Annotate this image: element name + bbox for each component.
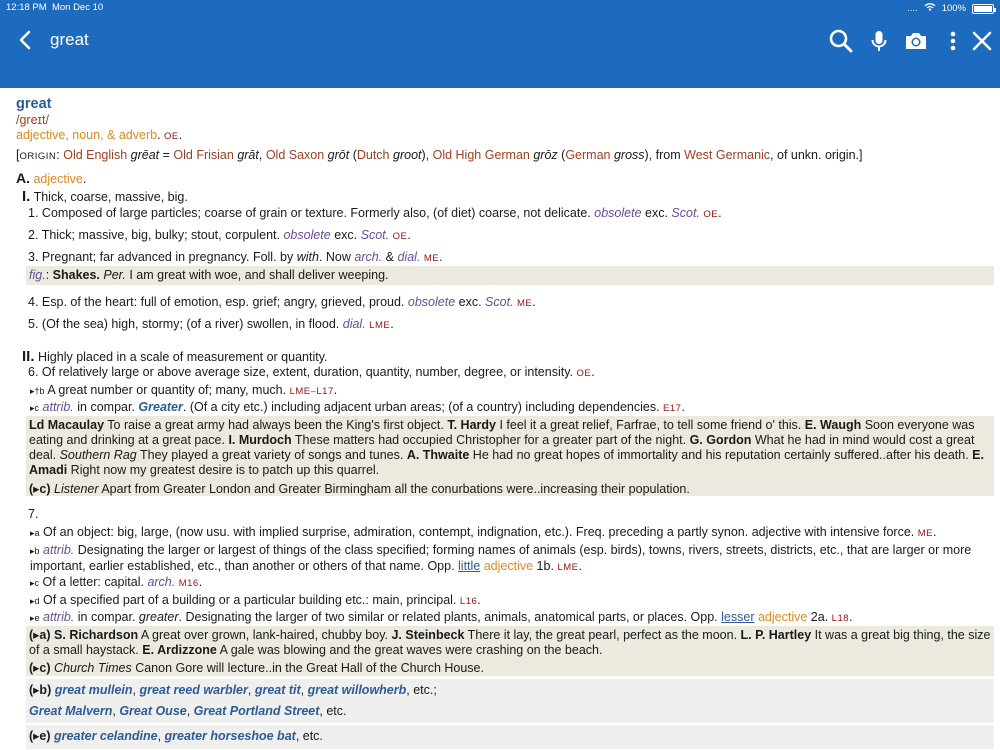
sense-7d: ▸d Of a specified part of a building or a particular building etc.: main, principal. L16. — [30, 593, 481, 607]
sense-text: in compar. — [73, 400, 139, 414]
origin-text: ), from — [644, 148, 685, 162]
part-of-speech: adjective, noun, & adverb. OE. — [16, 128, 183, 142]
status-right — [907, 2, 994, 16]
sense-6c: ▸c attrib. in compar. Greater. (Of a city etc.) including adjacent urban areas; (of a country) including dependencies. E17. — [30, 400, 685, 414]
sense-text: 1b. — [533, 559, 554, 573]
signal-icon: .... — [907, 3, 918, 15]
cross-reference-link[interactable]: little — [458, 559, 481, 573]
example-compound: Great Ouse — [119, 704, 187, 718]
period-label: E17 — [663, 403, 682, 414]
sense-2: 2. Thick; massive, big, bulky; stout, corpulent. obsolete exc. Scot. OE. — [28, 228, 411, 242]
sense-text: Of a letter: capital. — [39, 575, 144, 589]
usage-label: attrib. — [43, 543, 75, 557]
example-compound: Great Malvern — [29, 704, 113, 718]
period-label: ME — [517, 298, 533, 309]
period-label: L18 — [831, 613, 850, 624]
example-compound: greater horseshoe bat — [164, 729, 296, 743]
example-text: , etc. — [319, 704, 347, 718]
period-label: M16 — [178, 578, 199, 589]
origin-label: ORIGIN — [19, 151, 57, 162]
subsense-marker: ▸†b — [30, 386, 45, 396]
more-vertical-icon — [938, 26, 968, 56]
origin-lang: Old Frisian — [173, 148, 234, 162]
subsense-marker: (▸a) — [29, 628, 51, 642]
example-compound: Great Portland Street — [193, 704, 320, 718]
sense-6: 6. Of relatively large or above average size, extent, duration, quantity, number, degree, or intensity. OE. — [28, 365, 595, 379]
section-label: adjective — [33, 172, 83, 186]
quote-author: Shakes. — [52, 268, 100, 282]
sense-text: . Designating the larger of two similar or related plants, animals, anatomical parts, or places. Opp. — [178, 610, 722, 624]
search-query[interactable]: great — [50, 30, 89, 49]
usage-label: obsolete — [283, 228, 331, 242]
sense-text: A great number or quantity of; many, much. — [44, 383, 287, 397]
example-compound: great tit — [254, 683, 301, 697]
example-text: , etc. — [295, 729, 323, 743]
period-label: ME — [917, 528, 934, 539]
period-label: OE — [703, 209, 719, 220]
example-compound: great mullein — [54, 683, 133, 697]
sense-text: Thick; massive, big, bulky; stout, corpulent. — [41, 228, 280, 242]
example-block-7b: (▸b) great mullein, great reed warbler, great tit, great willowherb, etc.; Great Malvern, Great Ouse, Great Portland Street, etc. — [26, 679, 994, 723]
usage-label: arch. — [354, 250, 383, 264]
camera-search-button[interactable] — [901, 26, 931, 56]
sense-text: Of a specified part of a building or a particular building etc.: main, principal. — [39, 593, 457, 607]
search-icon — [826, 26, 856, 56]
usage-label: Scot. — [485, 295, 514, 309]
subsense-marker: ▸c — [30, 403, 40, 413]
pos-period: OE — [164, 131, 179, 142]
close-icon — [967, 26, 997, 56]
sense-3: 3. Pregnant; far advanced in pregnancy. Foll. by with. Now arch. & dial. ME. — [28, 250, 443, 264]
quote-author: E. Amadi — [29, 448, 984, 477]
section-letter: A. — [16, 170, 30, 186]
origin-form: grōt — [327, 148, 350, 162]
sense-numeral: II. — [22, 348, 35, 365]
quote-work: Per. — [103, 268, 126, 282]
quote-text: A gale was blowing and the great waves were crashing on the beach. — [216, 643, 603, 657]
sense-text: Of an object: big, large, (now usu. with implied surprise, admiration, contempt, indignation, etc.). Freq. preceding a partly synon. adjective with intensive force. — [39, 525, 915, 539]
origin-lang: Old High German — [432, 148, 530, 162]
period-label: OE — [392, 231, 408, 242]
usage-label: dial. — [342, 317, 366, 331]
example-text: , etc.; — [406, 683, 437, 697]
chevron-left-icon — [12, 26, 40, 54]
sense-7a: ▸a Of an object: big, large, (now usu. with implied surprise, admiration, contempt, indignation, etc.). Freq. preceding a partly synon. adjective with intensive force. ME. — [30, 525, 937, 539]
quote-author: I. Murdoch — [228, 433, 292, 447]
period-label: L16 — [459, 596, 478, 607]
sense-number: 3. — [28, 250, 39, 264]
period-label: LME — [557, 562, 579, 573]
sense-number: 7. — [28, 507, 39, 521]
quote-author: S. Richardson — [54, 628, 139, 642]
quote-text: I feel it a great relief, Farfrae, to tell some friend o' this. — [495, 418, 805, 432]
quote-text: Right now my greatest desire is to patch up this quarrel. — [67, 463, 380, 477]
subsense-marker: ▸e — [30, 613, 40, 623]
subsense-marker: ▸c — [30, 578, 40, 588]
quote-work: Listener — [54, 482, 99, 496]
sense-numeral: I. — [22, 188, 31, 205]
quote-text: To raise a great army had always been the King's first object. — [104, 418, 448, 432]
sense-4: 4. Esp. of the heart: full of emotion, esp. grief; angry, grieved, proud. obsolete exc. Scot. ME. — [28, 295, 536, 309]
quote-text: : — [45, 268, 53, 282]
sense-text: Of relatively large or above average size, extent, duration, quantity, number, degree, or intensity. — [41, 365, 574, 379]
close-button[interactable] — [967, 26, 997, 56]
headword-form: greater — [138, 610, 179, 624]
quotation-block — [26, 626, 994, 676]
sense-number: 4. — [28, 295, 39, 309]
headword-form: Greater — [138, 400, 183, 414]
sense-text: Pregnant; far advanced in pregnancy. Foll. by — [41, 250, 297, 264]
quote-author: G. Gordon — [689, 433, 752, 447]
sense-5: 5. (Of the sea) high, stormy; (of a river) swollen, in flood. dial. LME. — [28, 317, 394, 331]
usage-label: obsolete — [407, 295, 456, 309]
headword: great — [16, 96, 52, 112]
more-options-button[interactable] — [938, 26, 968, 56]
subsense-marker: (▸b) — [29, 683, 52, 697]
sense-text: Highly placed in a scale of measurement or quantity. — [38, 350, 328, 364]
period-label: LME–L17 — [289, 386, 334, 397]
status-time-date — [6, 2, 103, 13]
quote-author: T. Hardy — [447, 418, 496, 432]
origin-form: grēat — [130, 148, 160, 162]
origin-lang: German — [565, 148, 611, 162]
quote-text: He had no great hopes of immortality and his reputation certainly suffered..after his death. — [469, 448, 973, 462]
pronunciation: /greɪt/ — [16, 113, 49, 127]
sense-text: (Of the sea) high, stormy; (of a river) swollen, in flood. — [41, 317, 340, 331]
subsense-marker: ▸d — [30, 596, 40, 606]
example-compound: great reed warbler — [139, 683, 248, 697]
sense-text: . Now — [318, 250, 355, 264]
usage-label: Scot. — [671, 206, 700, 220]
sense-text: exc. — [641, 206, 672, 220]
usage-label: attrib. — [42, 400, 74, 414]
sense-number: 2. — [28, 228, 39, 242]
subsense-marker: ▸a — [30, 528, 40, 538]
sense-text: Composed of large particles; coarse of grain or texture. Formerly also, (of diet) coarse, not delicate. — [41, 206, 591, 220]
camera-icon — [901, 26, 931, 56]
sense-1: 1. Composed of large particles; coarse of grain or texture. Formerly also, (of diet) coarse, not delicate. obsolete exc. Scot. OE. — [28, 206, 722, 220]
origin-lang: Dutch — [356, 148, 390, 162]
sense-group-i — [22, 188, 990, 206]
battery-icon — [972, 4, 994, 14]
quote-author: E. Ardizzone — [142, 643, 217, 657]
subsense-marker: (▸e) — [29, 729, 51, 743]
status-time: 12:18 PM — [6, 2, 47, 13]
quote-author: L. P. Hartley — [740, 628, 812, 642]
origin-form: grōz — [533, 148, 558, 162]
quote-work: Southern Rag — [59, 448, 137, 462]
etymology: [ORIGIN: Old English grēat = Old Frisian grāt, Old Saxon grōt (Dutch groot), Old High German grōz (German gross), from West Germanic, of unkn. origin.] — [16, 148, 863, 162]
period-label: OE — [576, 368, 592, 379]
search-button[interactable] — [826, 26, 856, 56]
usage-label: fig. — [29, 268, 46, 282]
back-button[interactable] — [12, 26, 40, 54]
quote-text: There it lay, the great pearl, perfect as the moon. — [464, 628, 741, 642]
quote-text: What he had in mind would cost a great deal. — [29, 433, 975, 462]
example-block-7e: (▸e) greater celandine, greater horseshoe bat, etc. — [26, 725, 994, 749]
origin-text: , of unkn. origin.] — [770, 148, 863, 162]
dictionary-entry — [0, 88, 1000, 750]
sense-text: Esp. of the heart: full of emotion, esp. grief; angry, grieved, proud. — [41, 295, 405, 309]
microphone-icon — [864, 26, 894, 56]
sense-number: 1. — [28, 206, 39, 220]
sense-7 — [28, 507, 996, 522]
sense-7e: ▸e attrib. in compar. greater. Designating the larger of two similar or related plants, animals, anatomical parts, or places. Opp. lesser adjective 2a. L18. — [30, 610, 853, 624]
sense-text: in compar. — [74, 610, 139, 624]
sense-text: 2a. — [807, 610, 829, 624]
quote-author: E. Waugh — [804, 418, 862, 432]
sense-text: . (Of a city etc.) including adjacent urban areas; (of a country) including dependencies. — [182, 400, 660, 414]
usage-label: arch. — [147, 575, 176, 589]
sense-text: exc. — [330, 228, 361, 242]
sense-text: with — [296, 250, 319, 264]
cross-reference-pos: adjective — [483, 559, 534, 573]
sense-7b: ▸b attrib. Designating the larger or largest of things of the class specified; forming names of animals (esp. birds), towns, rivers, streets, districts, etc., that are larger or more important, earlier established, etc., than another or others of that name. Opp. little adjective 1b. LME. — [30, 543, 972, 573]
sense-6b: ▸†b A great number or quantity of; many, much. LME–L17. — [30, 383, 338, 397]
quote-work: Church Times — [54, 661, 132, 675]
battery-percent: 100% — [941, 3, 966, 15]
sense-text: & — [382, 250, 398, 264]
origin-lang: West Germanic — [684, 148, 771, 162]
quote-text: It was a great big thing, the size of a small haystack. — [29, 628, 991, 657]
status-bar — [0, 0, 1000, 16]
quote-text: They played a great variety of songs and tunes. — [136, 448, 407, 462]
quotation-block — [26, 416, 994, 496]
origin-form: grāt — [237, 148, 259, 162]
section-a-heading: A. adjective. — [16, 170, 87, 186]
quote-author: J. Steinbeck — [391, 628, 465, 642]
wifi-icon — [924, 2, 936, 16]
origin-lang: Old Saxon — [265, 148, 325, 162]
sense-number: 6. — [28, 365, 39, 379]
usage-label: Scot. — [360, 228, 390, 242]
quote-author: Ld Macaulay — [29, 418, 105, 432]
origin-lang: Old English — [63, 148, 128, 162]
quote-text: Apart from Greater London and Greater Birmingham all the conurbations were..increasing their population. — [98, 482, 690, 496]
cross-reference-link[interactable]: lesser — [721, 610, 755, 624]
period-label: LME — [369, 320, 391, 331]
subsense-marker: (▸c) — [29, 482, 51, 496]
subsense-marker: ▸b — [30, 546, 40, 556]
period-label: ME — [423, 253, 440, 264]
subsense-marker: (▸c) — [29, 661, 51, 675]
sense-7c: ▸c Of a letter: capital. arch. M16. — [30, 575, 203, 589]
origin-form: gross — [613, 148, 645, 162]
sense-text: Thick, coarse, massive, big. — [33, 190, 188, 204]
cross-reference-pos: adjective — [757, 610, 808, 624]
app-header — [0, 0, 1000, 88]
quote-author: A. Thwaite — [406, 448, 470, 462]
quote-text: I am great with woe, and shall deliver weeping. — [125, 268, 389, 282]
search-toolbar — [0, 22, 1000, 58]
example-compound: greater celandine — [54, 729, 158, 743]
quote-text: Soon everyone was eating and drinking at a great pace. — [29, 418, 975, 447]
voice-search-button[interactable] — [864, 26, 894, 56]
quote-text: A great over grown, lank-haired, chubby boy. — [138, 628, 392, 642]
example-compound: great willowherb — [307, 683, 407, 697]
usage-label: attrib. — [43, 610, 75, 624]
usage-label: obsolete — [594, 206, 642, 220]
sense-text: exc. — [455, 295, 486, 309]
usage-label: dial. — [397, 250, 421, 264]
quote-text: Canon Gore will lecture..in the Great Hall of the Church House. — [131, 661, 484, 675]
sense-text: Designating the larger or largest of things of the class specified; forming names of animals (esp. birds), towns, rivers, streets, districts, etc., that are larger or more important, earlier established, etc., than another or others of that name. Opp. — [30, 543, 972, 573]
origin-eq: = — [159, 148, 174, 162]
origin-form: groot — [393, 148, 422, 162]
sense-number: 5. — [28, 317, 39, 331]
status-date: Mon Dec 10 — [51, 2, 104, 13]
sense-group-ii — [22, 348, 990, 366]
quotation-block — [26, 266, 994, 285]
pos-text: adjective, noun, & adverb — [16, 128, 158, 142]
quote-text: These matters had occupied Christopher for a greater part of the night. — [291, 433, 690, 447]
